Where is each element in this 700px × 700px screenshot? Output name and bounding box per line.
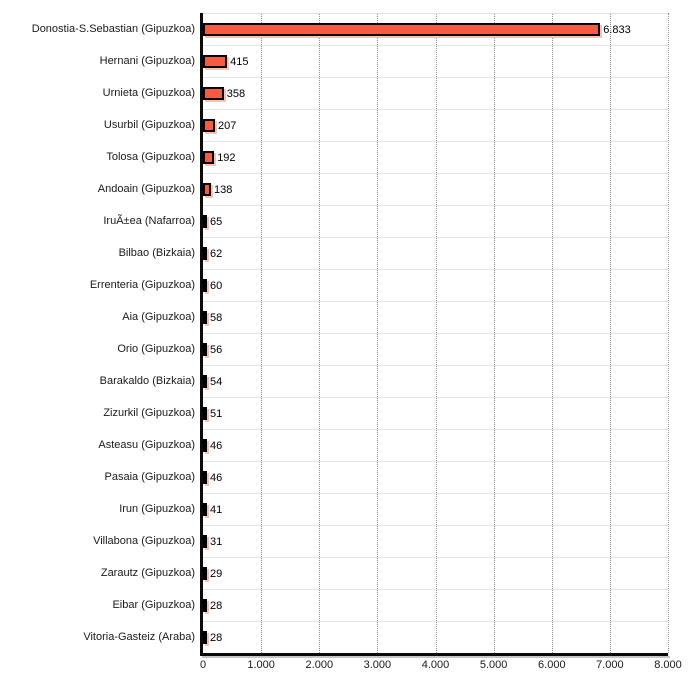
bar-value-label: 46 xyxy=(210,439,223,452)
bar xyxy=(203,279,207,292)
category-label: Pasaia (Gipuzkoa) xyxy=(104,471,195,483)
bar-value-label: 54 xyxy=(210,375,223,388)
category-label: Villabona (Gipuzkoa) xyxy=(93,535,195,547)
bar xyxy=(203,23,600,36)
x-axis-line xyxy=(200,653,668,656)
bar xyxy=(203,55,227,68)
x-tick-label: 5.000 xyxy=(479,659,508,671)
bar-row xyxy=(203,77,668,109)
bar xyxy=(203,407,207,420)
category-label: Hernani (Gipuzkoa) xyxy=(99,55,195,67)
bar xyxy=(203,119,215,132)
x-tick-label: 6.000 xyxy=(538,659,566,671)
x-axis-shadow xyxy=(202,656,670,658)
bar-row xyxy=(203,493,668,525)
bar-value-label: 415 xyxy=(230,55,249,68)
category-label: Asteasu (Gipuzkoa) xyxy=(98,439,195,451)
x-tick-label: 2.000 xyxy=(305,659,334,671)
bar-value-label: 28 xyxy=(210,599,223,612)
category-label: Tolosa (Gipuzkoa) xyxy=(106,151,195,163)
x-tick-label: 0 xyxy=(199,659,207,671)
bar-row xyxy=(203,301,668,333)
category-label: Barakaldo (Bizkaia) xyxy=(99,375,195,387)
bar xyxy=(203,183,211,196)
category-label: Vitoria-Gasteiz (Araba) xyxy=(83,631,195,643)
x-tick-label: 4.000 xyxy=(421,659,450,671)
y-axis-labels xyxy=(0,13,195,653)
bar xyxy=(203,375,207,388)
bar-row xyxy=(203,109,668,141)
bar xyxy=(203,599,207,612)
bar-row xyxy=(203,621,668,653)
bar-value-label: 138 xyxy=(214,183,233,196)
bar xyxy=(203,439,207,452)
x-axis-tick-labels xyxy=(199,659,682,673)
bar-row xyxy=(203,205,668,237)
bar xyxy=(203,631,207,644)
bar-row xyxy=(203,13,668,45)
bar xyxy=(203,87,224,100)
bar-row xyxy=(203,365,668,397)
bar xyxy=(203,215,207,228)
bar-rows xyxy=(203,13,668,653)
x-tick-label: 7.000 xyxy=(596,659,624,671)
category-label: Aia (Gipuzkoa) xyxy=(122,311,195,323)
bar-row xyxy=(203,173,668,205)
bar-value-label: 41 xyxy=(210,503,223,516)
category-label: Usurbil (Gipuzkoa) xyxy=(103,119,195,131)
plot-area xyxy=(203,13,668,653)
bar-value-label: 62 xyxy=(210,247,223,260)
bar xyxy=(203,567,207,580)
bar-row xyxy=(203,269,668,301)
bar xyxy=(203,535,207,548)
category-label: Andoain (Gipuzkoa) xyxy=(97,183,195,195)
x-tick-label: 8.000 xyxy=(654,659,682,671)
bar-row xyxy=(203,141,668,173)
bar-value-label: 51 xyxy=(210,407,223,420)
bar xyxy=(203,151,214,164)
bar-row xyxy=(203,589,668,621)
bar-row xyxy=(203,429,668,461)
category-label: Eibar (Gipuzkoa) xyxy=(112,599,195,611)
bar xyxy=(203,503,207,516)
category-label: Urnieta (Gipuzkoa) xyxy=(102,87,195,99)
bar xyxy=(203,343,207,356)
bar-value-label: 46 xyxy=(210,471,223,484)
bar-row xyxy=(203,525,668,557)
category-label: Donostia-S.Sebastian (Gipuzkoa) xyxy=(31,23,195,35)
bar-row xyxy=(203,461,668,493)
bar-row xyxy=(203,237,668,269)
category-label: Zizurkil (Gipuzkoa) xyxy=(103,407,195,419)
bar-value-label: 65 xyxy=(210,215,223,228)
bar-row xyxy=(203,333,668,365)
bar-value-label: 28 xyxy=(210,631,223,644)
x-tick-label: 1.000 xyxy=(247,659,275,671)
bar-value-label: 31 xyxy=(210,535,223,548)
bar-value-label: 56 xyxy=(210,343,223,356)
category-label: IruÃ±ea (Nafarroa) xyxy=(103,215,195,227)
gridline xyxy=(668,13,669,653)
bar xyxy=(203,471,207,484)
bar-row xyxy=(203,397,668,429)
y-axis-line xyxy=(200,13,203,656)
bar-value-label: 58 xyxy=(210,311,223,324)
bar-row xyxy=(203,45,668,77)
bar xyxy=(203,311,207,324)
category-label: Zarautz (Gipuzkoa) xyxy=(100,567,195,579)
category-label: Irun (Gipuzkoa) xyxy=(119,503,195,515)
bar-value-label: 6.833 xyxy=(603,23,631,36)
category-label: Orio (Gipuzkoa) xyxy=(117,343,195,355)
bar-value-label: 358 xyxy=(226,87,246,100)
bar-value-label: 207 xyxy=(218,119,237,132)
category-label: Errenteria (Gipuzkoa) xyxy=(89,279,195,291)
bar-value-label: 60 xyxy=(210,279,223,292)
bar xyxy=(203,247,207,260)
bar-row xyxy=(203,557,668,589)
category-label: Bilbao (Bizkaia) xyxy=(118,247,195,259)
bar-value-label: 29 xyxy=(210,567,223,580)
x-tick-label: 3.000 xyxy=(363,659,392,671)
bar-value-label: 192 xyxy=(217,151,236,164)
